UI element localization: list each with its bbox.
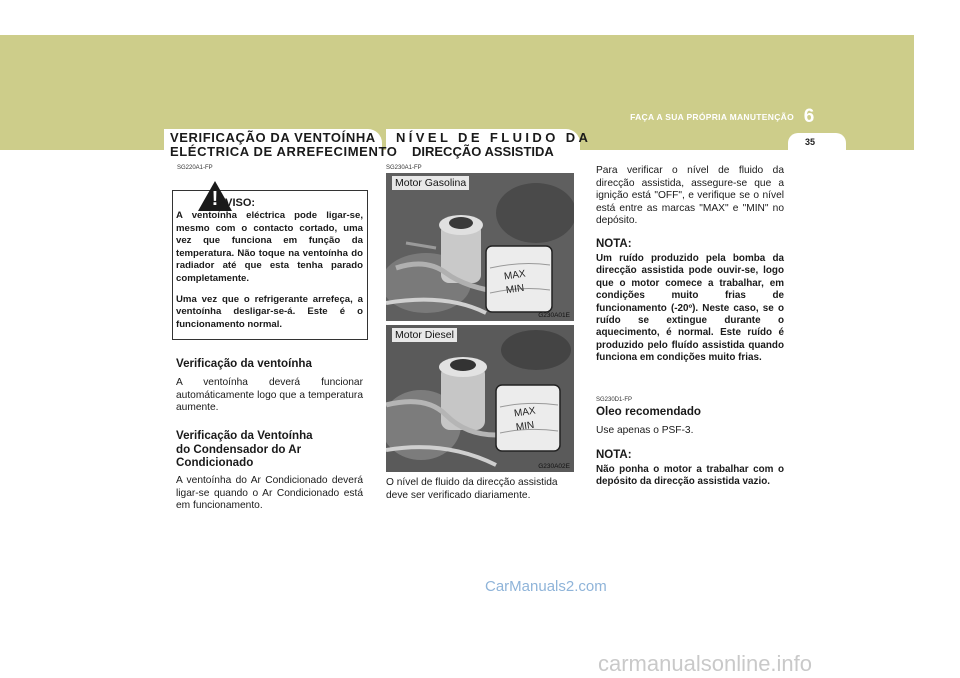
chapter-number: 6: [803, 106, 815, 127]
check-intro-text: Para verificar o nível de fluido da direcção assistida, assegure-se que a ignição está "OFF", e verifique se o nível está entre as marcas "MAX" e "MIN" no depósito.: [596, 165, 784, 227]
max-mark: MAX: [503, 268, 527, 283]
note-title-1: NOTA:: [596, 238, 632, 250]
max-mark: MAX: [513, 405, 537, 420]
engine-illustration: [386, 325, 574, 472]
page-number: 35: [804, 137, 815, 147]
note-text-1: Um ruído produzido pela bomba da direcção assistida pode ouvir-se, logo que o motor comece a trabalhar, em condições muito frias de funcionamento (-20º). Neste caso, se o ruído se extingue durante o aquecimento, é normal. Este ruído é produzido pelo fluído assistida quando funciona em condições muito frias.: [596, 253, 784, 364]
photo-caption-gasoline: Motor Gasolina: [392, 176, 469, 190]
note-text-2: Não ponha o motor a trabalhar com o depósito da direcção assistida vazio.: [596, 464, 784, 488]
ac-fan-text: A ventoínha do Ar Condicionado deverá ligar-se quando o Ar Condicionado está em funcionamento.: [176, 475, 363, 512]
fan-check-title: Verificação da ventoínha: [176, 357, 312, 370]
photo-code-diesel: G230A02E: [538, 463, 570, 470]
warning-text: [176, 210, 363, 339]
ac-fan-title-line1: Verificação da Ventoínha: [176, 429, 313, 442]
photo-code-gasoline: G230A01E: [538, 312, 570, 319]
fan-check-text: A ventoínha deverá funcionar automáticamente logo que a temperatura aumente.: [176, 377, 363, 414]
section-title-fan: [170, 131, 397, 159]
min-mark: MIN: [515, 419, 536, 434]
recommended-oil-title: Oleo recomendado: [596, 405, 702, 418]
warning-symbol: !: [211, 188, 219, 210]
engine-illustration: [386, 173, 574, 321]
warning-paragraph-1: A ventoínha eléctrica pode ligar-se, mesmo com o contacto cortado, uma vez que funciona em função da temperatura. Não toque na ventoínha do radiador até que esta tenha parado completamente.: [176, 210, 363, 284]
warning-title: AVISO:: [218, 197, 256, 209]
note-title-2: NOTA:: [596, 449, 632, 461]
watermark-carmanuals2: CarManuals2.com: [485, 578, 607, 595]
section-title-fan-line1: VERIFICAÇÃO DA VENTOÍNHA: [170, 130, 376, 145]
section-title-fan-line2: ELÉCTRICA DE ARREFECIMENTO: [170, 144, 398, 159]
section-code: SG230A1-FP: [386, 165, 422, 171]
photo-caption-diesel: Motor Diesel: [392, 328, 457, 342]
fluid-daily-check-text: O nível de fluido da direcção assistida deve ser verificado diariamente.: [386, 477, 558, 501]
ac-fan-title-line2: do Condensador do Ar: [176, 442, 302, 456]
section-code: SG220A1-FP: [177, 165, 213, 171]
min-mark: MIN: [505, 282, 526, 297]
section-title-steering-line1: NÍVEL DE FLUIDO DA: [396, 130, 592, 145]
engine-photo-gasoline: [386, 173, 574, 321]
section-title-steering: [396, 131, 591, 159]
section-code: SG230D1-FP: [596, 397, 633, 403]
engine-photo-diesel: [386, 325, 574, 472]
watermark-carmanualsonline: carmanualsonline.info: [598, 651, 813, 676]
ac-fan-title-line3: Condicionado: [176, 456, 254, 469]
warning-paragraph-2: Uma vez que o refrigerante arrefeça, a ventoínha desligar-se-á. Este é o funcionamento normal.: [176, 293, 363, 330]
recommended-oil-text: Use apenas o PSF-3.: [596, 425, 694, 436]
section-title-steering-line2: DIRECÇÃO ASSISTIDA: [412, 144, 554, 159]
ac-fan-title: [176, 429, 313, 470]
chapter-title: FAÇA A SUA PRÓPRIA MANUTENÇÃO: [630, 112, 794, 122]
